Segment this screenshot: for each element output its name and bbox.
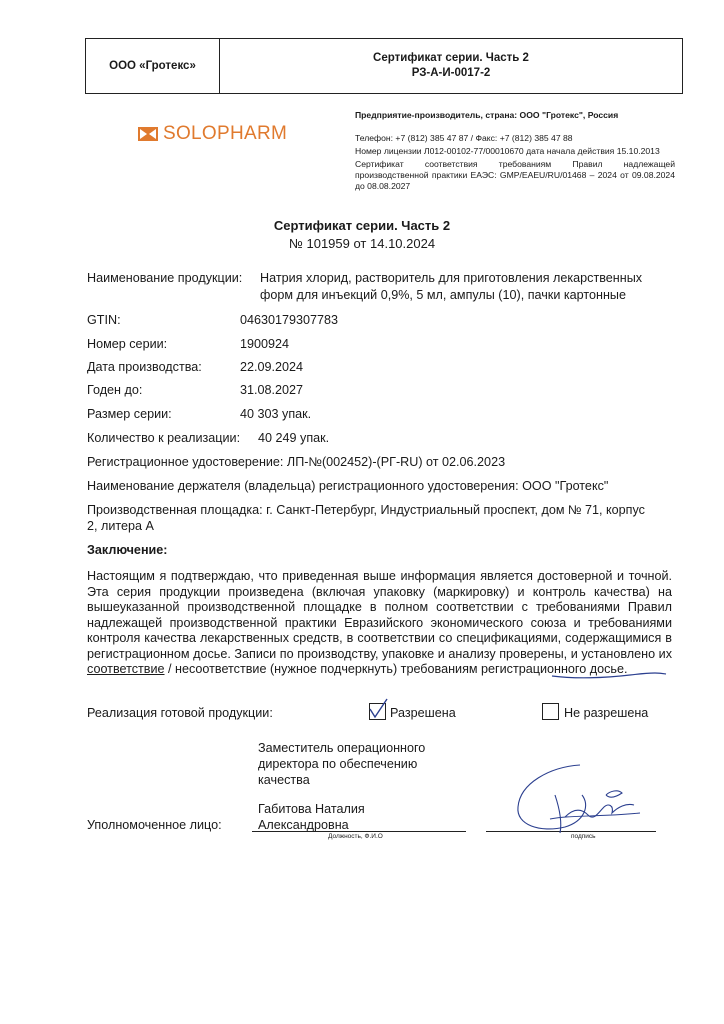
name-line1: Габитова Наталия [258, 802, 365, 816]
document-header [85, 38, 683, 94]
logo-text: SOLOPHARM [163, 123, 288, 144]
batch-size-value: 40 303 упак. [240, 407, 312, 421]
signature-caption: подпись [571, 833, 596, 840]
product-name-line1: Натрия хлорид, растворитель для приготовления лекарственных [260, 271, 643, 285]
manufacturer-enterprise: Предприятие-производитель, страна: ООО "Гротекс", Россия [355, 110, 619, 120]
allowed-label: Разрешена [390, 706, 456, 720]
handwritten-underline-icon [550, 668, 670, 682]
qty-label: Количество к реализации: [87, 431, 241, 445]
mfg-date-label: Дата производства: [87, 360, 202, 374]
manufacturer-license: Номер лицензии Л012-00102-77/00010670 дата начала действия 15.10.2013 [355, 146, 660, 156]
header-doc-title: Сертификат серии. Часть 2 [373, 52, 529, 64]
conclusion-heading: Заключение: [87, 543, 168, 557]
certificate-title-line1: Сертификат серии. Часть 2 [273, 218, 451, 233]
expiry-label: Годен до: [87, 383, 143, 397]
position-line1: Заместитель операционного [258, 741, 426, 755]
site-line2: 2, литера А [87, 519, 154, 533]
conclusion-text [87, 569, 672, 678]
authorized-person-label: Уполномоченное лицо: [87, 818, 222, 832]
reg-cert: Регистрационное удостоверение: ЛП-№(002452)-(РГ-RU) от 02.06.2023 [87, 455, 506, 469]
qty-value: 40 249 упак. [258, 431, 330, 445]
batch-value: 1900924 [240, 337, 290, 351]
not-allowed-label: Не разрешена [564, 706, 649, 720]
manufacturer-phone: Телефон: +7 (812) 385 47 87 / Факс: +7 (812) 385 47 88 [355, 133, 573, 143]
conclusion-text-main: Настоящим я подтверждаю, что приведенная выше информация является достоверной и точной. Эта серия продукции произведена (включая упаковку (маркировку) и контроль качества) на вышеуказанной производственной площадке в полном соответствии с требованиями Правил надлежащей производственной практики Евразийского экономического союза и требованиями контроля качества лекарственных средств, в соответствии со спецификациями, содержащимися в регистрационном досье. Записи по производству, упаковке и анализу проверены, и установлено их [87, 569, 672, 661]
not-allowed-checkbox[interactable] [542, 703, 559, 720]
manufacturer-gmp: Сертификат соответствия требованиям Правил надлежащей производственной практики ЕАЭС: GMP/EAEU/RU/01468 – 2024 от 09.08.2024 до 08.08.2027 [355, 159, 675, 191]
position-line [252, 831, 466, 832]
product-name-line2: форм для инъекций 0,9%, 5 мл, ампулы (10), пачки картонные [260, 288, 626, 302]
holder: Наименование держателя (владельца) регистрационного удостоверения: ООО "Гротекс" [87, 479, 609, 493]
certificate-number: № 101959 от 14.10.2024 [288, 236, 436, 251]
position-line3: качества [258, 773, 310, 787]
expiry-value: 31.08.2027 [240, 383, 304, 397]
manufacturer-info [355, 110, 675, 198]
batch-size-label: Размер серии: [87, 407, 172, 421]
header-company: ООО «Гротекс» [86, 39, 220, 93]
position-caption: Должность, Ф.И.О [328, 833, 383, 840]
checkmark-icon [367, 698, 389, 720]
logo-mark-icon [138, 126, 158, 142]
release-label: Реализация готовой продукции: [87, 706, 273, 720]
product-label: Наименование продукции: [87, 271, 243, 285]
name-line2: Александровна [258, 818, 349, 832]
solopharm-logo [138, 123, 287, 145]
signatory-position [258, 740, 425, 788]
signatory-name [258, 801, 365, 833]
position-line2: директора по обеспечению [258, 757, 418, 771]
header-doc-code: РЗ-А-И-0017-2 [411, 67, 491, 79]
site-line1: Производственная площадка: г. Санкт-Петербург, Индустриальный проспект, дом № 71, корпус [87, 503, 645, 517]
gtin-label: GTIN: [87, 313, 121, 327]
certificate-title [0, 217, 724, 253]
signature-icon [510, 755, 650, 835]
header-title-block [220, 39, 682, 93]
conclusion-text-end: / несоответствие (нужное подчеркнуть) требованиям регистрационного досье. [168, 662, 628, 676]
batch-label: Номер серии: [87, 337, 168, 351]
gtin-value: 04630179307783 [240, 313, 339, 327]
conclusion-text-underlined: соответствие [87, 662, 165, 676]
mfg-date-value: 22.09.2024 [240, 360, 304, 374]
